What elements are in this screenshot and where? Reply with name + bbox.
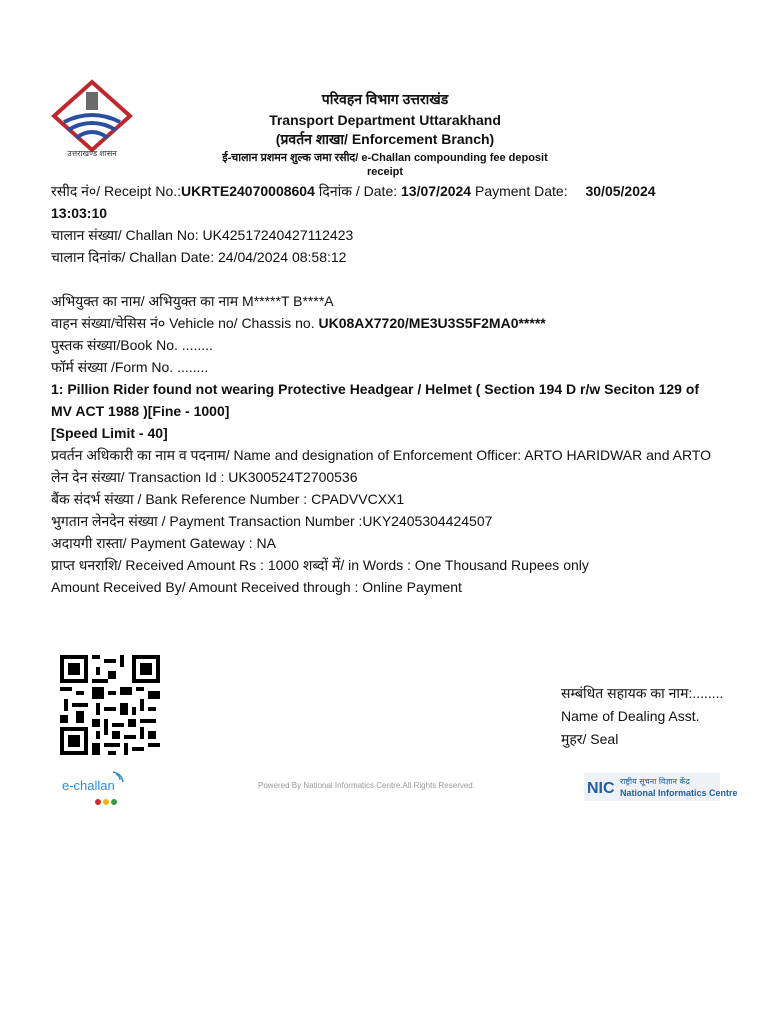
book-no: पुस्तक संख्या/Book No. ........ <box>51 337 213 353</box>
dept-title-english: Transport Department Uttarakhand <box>269 112 501 128</box>
accused-name: अभियुक्त का नाम/ अभियुक्त का नाम M*****T B****A <box>51 293 334 309</box>
dealing-asst-english: Name of Dealing Asst. <box>561 708 700 724</box>
payment-date: 30/05/2024 <box>585 183 656 199</box>
payment-date-label: Payment Date: <box>471 183 572 199</box>
receipt-line <box>51 180 721 202</box>
dept-title-hindi: परिवहन विभाग उत्तराखंड <box>321 91 449 107</box>
payment-gateway: अदायगी रास्ता/ Payment Gateway : NA <box>51 535 276 551</box>
speed-limit: [Speed Limit - 40] <box>51 425 168 441</box>
vehicle-label: वाहन संख्या/चेसिस नं० Vehicle no/ Chassis no. <box>51 315 319 331</box>
payment-time-line <box>51 202 721 224</box>
qr-code-icon <box>60 655 160 755</box>
received-by: Amount Received By/ Amount Received through : Online Payment <box>51 579 462 595</box>
receipt-no-label: रसीद नं०/ Receipt No.: <box>51 183 182 199</box>
dealing-asst-hindi: सम्बंधित सहायक का नाम:........ <box>561 685 724 701</box>
offence-details: 1: Pillion Rider found not wearing Protective Headgear / Helmet ( Section 194 D r/w Seciton 129 of MV ACT 1988 )[Fine - 1000] <box>51 381 700 419</box>
echallan-logo <box>60 770 130 810</box>
enforcement-officer: प्रवर्तन अधिकारी का नाम व पदनाम/ Name and designation of Enforcement Officer: ARTO HARIDWAR and ARTO <box>51 447 711 463</box>
receipt-date: 13/07/2024 <box>401 183 472 199</box>
powered-by-text: Powered By National Informatics Centre.All Rights Reserved. <box>258 781 475 790</box>
dealing-assistant-block <box>561 682 723 751</box>
bank-reference: बैंक संदर्भ संख्या / Bank Reference Number : CPADVVCXX1 <box>51 491 405 507</box>
echallan-text: e-challan <box>62 778 115 793</box>
receipt-title: ई-चालान प्रशमन शुल्क जमा रसीद/ e-Challan compounding fee deposit <box>222 152 548 164</box>
nic-hindi: राष्ट्रीय सूचना विज्ञान केंद्र <box>620 777 690 786</box>
receipt-no: UKRTE24070008604 <box>181 183 315 199</box>
receipt-title-word: receipt <box>366 166 404 178</box>
payment-time: 13:03:10 <box>51 205 108 221</box>
branch-title: (प्रवर्तन शाखा/ Enforcement Branch) <box>275 131 495 147</box>
nic-english: National Informatics Centre <box>620 788 738 798</box>
receipt-body <box>51 180 721 598</box>
challan-no: चालान संख्या/ Challan No: UK42517240427112423 <box>51 227 354 243</box>
received-amount: प्राप्त धनराशि/ Received Amount Rs : 1000 शब्दों में/ in Words : One Thousand Rupees only <box>51 557 589 573</box>
nic-logo <box>584 773 738 801</box>
transaction-id: लेन देन संख्या/ Transaction Id : UK300524T2700536 <box>51 469 358 485</box>
logo-caption: उत्तराखण्ड शासन <box>67 149 117 158</box>
vehicle-no: UK08AX7720/ME3U3S5F2MA0***** <box>318 315 546 331</box>
vehicle-line <box>51 312 721 334</box>
seal-label: मुहर/ Seal <box>561 731 619 747</box>
payment-transaction-number: भुगतान लेनदेन संख्या / Payment Transaction Number :UKY2405304424507 <box>51 513 493 529</box>
challan-date: चालान दिनांक/ Challan Date: 24/04/2024 08:58:12 <box>51 249 347 265</box>
date-label: दिनांक / Date: <box>314 183 402 199</box>
nic-abbr: NIC <box>587 780 615 797</box>
form-no: फॉर्म संख्या /Form No. ........ <box>51 359 209 375</box>
